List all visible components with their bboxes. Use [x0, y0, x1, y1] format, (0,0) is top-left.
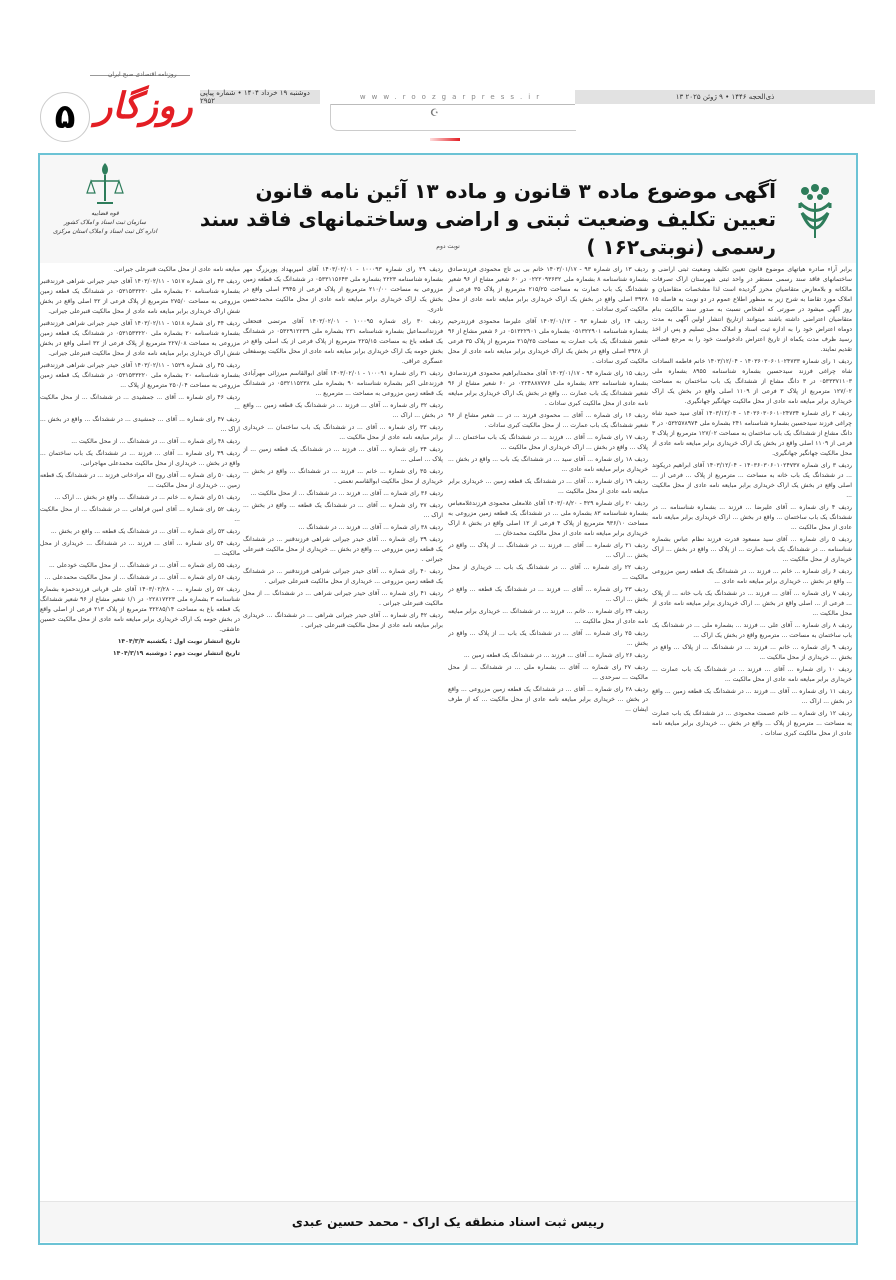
notice-entry: ردیف ۲۴ رای شماره ... خانم ... فرزند ... در ششدانگ ... خریداری برابر مبایعه نامه عادی از محل مالکیت ...: [448, 608, 648, 625]
notice-entry: ردیف ۴۲ رای شماره ... آقای حیدر جیرانی شراهی ... در ششدانگ ... خریداری برابر مبایعه نامه عادی از محل مالکیت قنبرعلی جیرانی .: [243, 612, 443, 629]
newspaper-logo: روزگار: [95, 86, 193, 127]
notice-entry: ردیف ۱ رای شماره ۱۴۰۳۶۰۳۰۶۰۱۰۲۴۷۳۳ - ۱۴۰۳/۱۲/۰۴ خانم فاطمه السادات شاه چراغی فرزند سیدحسین بشماره شناسنامه ۸۹۵۵ بشماره ملی ۰۵۳۳۳۷۱۱۰۳ در ۳ دانگ مشاع از ششدانگ یک باب ساختمان به مساحت ۱۲۷/۰۲ مترمربع از پلاک ۳ فرعی از ۱۱۰۹ اصلی واقع در بخش یک اراک خریداری برابر مبایعه نامه عادی از محل مالکیت جهانگیر جهانگیری.: [652, 358, 852, 405]
organization-label: سازمان ثبت اسناد و املاک کشور: [63, 219, 147, 226]
notice-entry: ردیف ۵ رای شماره ... آقای سید مسعود قدرت فرزند نظام عباس بشماره شناسنامه ... در ششدانگ یک باب عمارت ... از پلاک ... واقع در بخش ... اراک خریداری از محل مالکیت ...: [652, 536, 852, 563]
notice-entry: ردیف ۴۱ رای شماره ... آقای حیدر جیرانی شراهی ... در ششدانگ ... از محل مالکیت قنبرعلی جیرانی .: [243, 590, 443, 607]
website-url: www.roozgarpress.ir: [330, 90, 575, 105]
notice-entry: ردیف ۱۶ رای شماره ... آقای ... محمودی فرزند ... در ... شعیر مشاع از ۹۶ شعیر ششدانگ یک باب عمارت ... از محل مالکیت کبری سادات .: [448, 412, 648, 429]
notice-entry: ردیف ۴۹ رای شماره ... آقای ... فرزند ... در ششدانگ یک باب ساختمان ... واقع در بخش ... خریداری از محل مالکیت محمدعلی مهاجرانی.: [40, 450, 240, 467]
notice-entry: ردیف ۴۴ رای شماره ۱۵۱۸ - ۱۴۰۳/۰۲/۱۱ آقای حیدر جیرانی شراهی فرزندقنبر بشماره شناسنامه ۲۰ بشماره ملی ۰۵۳۱۵۳۳۲۲۰ در ششدانگ یک قطعه زمین مزروعی به مساحت ۲۲۷/۰۸ مترمربع از پلاک فرعی از ۳۲ اصلی واقع در بخش شش اراک خریداری برابر مبایعه نامه عادی از محل مالکیت قنبرعلی جیرانی.: [40, 320, 240, 357]
notice-entry: ردیف ۱۰ رای شماره ... آقای ... فرزند ... در ششدانگ یک باب عمارت ... خریداری برابر مبایعه نامه عادی از محل مالکیت ...: [652, 666, 852, 683]
notice-entry: ردیف ۱۱ رای شماره ... آقای ... فرزند ... در ششدانگ یک قطعه زمین ... واقع در بخش ... اراک ...: [652, 688, 852, 705]
notice-entry: ردیف ۱۵ رای شماره ۹۴ - ۱۴۰۳/۰۱/۱۷ آقای محمدابراهیم محمودی فرزندصادق بشماره شناسنامه ۸۳۲ بشماره ملی ۰۲۲۴۸۸۷۷۷۶ در ۶۰ شعیر مشاع از ۹۶ شعیر ششدانگ یک باب عمارت ... واقع در بخش یک اراک خریداری برابر مبایعه نامه عادی از محل مالکیت کبری سادات .: [448, 370, 648, 407]
scales-of-justice-icon: [85, 159, 125, 209]
notice-entry: ردیف ۳۶ رای شماره ... آقای ... فرزند ... در ششدانگ ... از محل مالکیت ...: [250, 490, 443, 497]
notice-entry: ردیف ۵۰ رای شماره ... آقای روح اله مرادخانی فرزند ... در ششدانگ یک قطعه زمین ... خریداری از محل مالکیت ...: [40, 472, 240, 489]
notice-entry: ردیف ۴ رای شماره ... آقای علیرضا ... فرزند ... بشماره شناسنامه ... در ششدانگ یک باب ساختمان ... واقع در بخش ... اراک خریداری برابر مبایعه نامه عادی از محل مالکیت ...: [652, 504, 852, 531]
department-label: اداره کل ثبت اسناد و املاک استان مرکزی: [52, 228, 158, 235]
notice-entry: ردیف ۳۳ رای شماره ... آقای ... در ششدانگ یک باب ساختمان ... خریداری برابر مبایعه نامه عادی از محل مالکیت ...: [243, 424, 443, 441]
notice-entry: ردیف ۴۸ رای شماره ... آقای ... در ششدانگ ... از محل مالکیت ...: [71, 438, 240, 445]
notice-entry: ردیف ۴۰ رای شماره ... آقای حیدر جیرانی شراهی فرزندقنبر ... در ششدانگ یک قطعه زمین مزروعی ... خریداری از محل مالکیت قنبرعلی جیرانی .: [243, 568, 443, 585]
notice-entry: ردیف ۲۷ رای شماره ... آقای ... بشماره ملی ... در ششدانگ ... از محل مالکیت ... سرحدی ...: [448, 664, 648, 681]
notice-entry: ردیف ۱۴ رای شماره ۹۳ - ۱۴۰۳/۰۱/۱۲ آقای علیرضا محمودی فرزندرحیم بشماره شناسنامه ۰۵۱۳۲۲۹۰۱ بشماره ملی ۰۵۱۳۲۲۹۰۱ در ۶ شعیر مشاع از ۹۶ شعیر ششدانگ یک باب عمارت به مساحت ۲۱۵/۲۵ مترمربع از پلاک ۳۵ فرعی از ۳۹۲۸ اصلی واقع در بخش یک اراک خریداری برابر مبایعه نامه عادی از محل مالکیت کبری سادات .: [448, 318, 648, 365]
notice-entry: ردیف ۱۸ رای شماره ... آقای سید ... در ششدانگ یک باب ... واقع در بخش ... خریداری برابر مبایعه نامه عادی ...: [448, 456, 648, 473]
notice-entry: ردیف ۳۷ رای شماره ... آقای ... در ششدانگ یک قطعه ... واقع در بخش ... اراک ...: [243, 502, 443, 519]
emblem-icon: ☪: [430, 108, 439, 119]
notice-entry: ردیف ۵۳ رای شماره ... آقای ... در ششدانگ یک قطعه ... واقع در بخش ...: [50, 528, 240, 535]
notice-entry: ردیف ۵۷ رای شماره ... - ۱۴۰۳/۰۲/۲۸ آقای علی قربانی فرزندحمزه بشماره شناسنامه ۳ بشماره ملی ۰۲۲۸۱۷۲۲۳ در ۱/۱ شعیر مشاع از ۹۶ شعیر ششدانگ یک قطعه باغ به مساحت ۳۲۲۸۵/۱۴ مترمربع از پلاک ۲۱۳ فرعی از اصلی واقع در بخش حومه یک اراک خریداری برابر مبایعه نامه عادی از محل مالکیت حسین عاشقی.: [40, 586, 240, 633]
notice-entry: ردیف ۱۷ رای شماره ... آقای ... فرزند ... در ششدانگ یک باب ساختمان ... از پلاک ... واقع در بخش ... اراک خریداری از محل مالکیت ...: [448, 434, 648, 451]
column-1: [652, 265, 852, 1185]
notice-entry: ردیف ۴۵ رای شماره ۱۵۲۹ - ۱۴۰۳/۰۲/۱۱ آقای حیدر جیرانی شراهی فرزندقنبر بشماره شناسنامه ۲۰ بشماره ملی ۰۵۳۱۵۳۳۲۲۰ در ششدانگ یک قطعه زمین مزروعی به مساحت ۲۵۰/۰۴ مترمربع از پلاک ...: [40, 362, 240, 389]
notice-entry: ردیف ۹ رای شماره ... خانم ... فرزند ... در ششدانگ ... از پلاک ... واقع در بخش ... خریداری از محل مالکیت ...: [652, 644, 852, 661]
legal-notice-box: [38, 153, 858, 1245]
notice-entry: ردیف ۷ رای شماره ... آقای ... فرزند ... در ششدانگ یک باب خانه ... از پلاک ... فرعی از ... اصلی واقع در بخش ... اراک خریداری برابر مبایعه نامه عادی از محل مالکیت ...: [652, 590, 852, 617]
notice-entry: ردیف ۱۳ رای شماره ۹۳ - ۱۴۰۳/۰۱/۱۷ خانم بی بی تاج محمودی فرزندصادق بشماره شناسنامه ۸ بشماره ملی ۰۲۲۲۰۹۳۶۳۲ در ۶۰ شعیر مشاع از ۹۶ شعیر ششدانگ یک باب عمارت به مساحت ۲۱۵/۲۵ مترمربع از پلاک ۳۵ فرعی از ۳۹۲۸ اصلی واقع در بخش یک اراک خریداری برابر مبایعه نامه عادی از محل مالکیت کبری سادات .: [448, 266, 648, 313]
signature: رییس ثبت اسناد منطقه یک اراک - محمد حسین عبدی: [40, 1201, 856, 1242]
decorative-bar: [430, 138, 460, 141]
notice-entry: ردیف ۴۶ رای شماره ... آقای ... جمشیدی ... در ششدانگ ... از محل مالکیت ...: [40, 394, 240, 411]
notice-columns: [40, 265, 856, 1185]
notice-entry: ردیف ۳۴ رای شماره ... آقای ... فرزند ... در ششدانگ یک قطعه زمین ... از پلاک ... اصلی ...: [243, 446, 443, 463]
notice-entry: ردیف ۲۶ رای شماره ... آقای ... فرزند ... در ششدانگ یک قطعه زمین ...: [463, 652, 648, 659]
notice-entry: ردیف ۳۱ رای شماره ۱۰۰۰۹۱ - ۱۴۰۳/۰۲/۰۱ آقای ابوالقاسم میرزائی مهرآبادی فرزندعلی اکبر بشماره شناسنامه ۹۰ بشماره ملی ۰۵۳۲۱۱۵۲۳۸ در ششدانگ یک قطعه زمین مزروعی به مساحت ... مترمربع ...: [243, 370, 443, 397]
notice-entry: ردیف ۳۸ رای شماره ... آقای ... فرزند ... در ششدانگ ...: [298, 524, 443, 531]
notice-round: نوبت دوم: [436, 243, 460, 250]
notice-entry: ردیف ۲۰ رای شماره ۴۲۹ - ۱۴۰۳/۰۸/۲۰ آقای غلامعلی محمودی فرزندغلامعباس بشماره شناسنامه ۸۳ بشماره ملی ... در ششدانگ یک قطعه زمین مزروعی به مساحت ۹۳۶/۱۰ مترمربع از پلاک ۴ فرعی از ۱۲ اصلی واقع در بخش ۸ اراک خریداری برابر مبایعه نامه عادی از محل مالکیت محمدخان ...: [448, 500, 648, 537]
notice-entry: ردیف ۲۹ رای شماره ۱۰۰۰۹۳ - ۱۴۰۳/۰۲/۰۱ آقای امیربهداد پوربزرگ مهر بشماره شناسنامه ۲۲۲۳ بشماره ملی ۰۵۳۳۱۱۵۶۴۳ در ششدانگ یک قطعه زمین مزروعی به مساحت ۲۱۰/۰۰ مترمربع از پلاک فرعی از ۳۹۴۵ اصلی واقع در بخش یک اراک خریداری برابر مبایعه نامه عادی از محل مالکیت محمدحسین نادری.: [243, 266, 443, 313]
notice-entry: ردیف ۲۱ رای شماره ... آقای ... فرزند ... در ششدانگ ... از پلاک ... واقع در بخش ... اراک ...: [448, 542, 648, 559]
notice-entry: ردیف ۱۲ رای شماره ... خانم عصمت محمودی ... در ششدانگ یک باب عمارت به مساحت ... مترمربع از پلاک ... واقع در بخش ... خریداری برابر مبایعه نامه عادی از محل مالکیت کبری سادات .: [652, 710, 852, 737]
notice-title: آگهی موضوع ماده ۳ قانون و ماده ۱۳ آئین نامه قانون تعیین تکلیف وضعیت ثبتی و اراضی وساختمانهای فاقد سند رسمی (نوبتی۱۶۲ ): [199, 179, 776, 259]
url-box-frame: [330, 104, 576, 131]
judiciary-label: قوه قضاییه: [91, 210, 119, 217]
notice-entry: ردیف ۴۳ رای شماره ۱۵۱۷ - ۱۴۰۳/۰۲/۱۱ آقای حیدر جیرانی شراهی فرزندقنبر بشماره شناسنامه ۲۰ بشماره ملی ۰۵۳۱۵۳۳۲۲۰ در ششدانگ یک قطعه زمین مزروعی به مساحت ۲۷۵/۰ مترمربع از پلاک فرعی از ۳۲ اصلی واقع در بخش شش اراک خریداری برابر مبایعه نامه عادی از محل مالکیت قنبرعلی جیرانی.: [40, 278, 240, 315]
notice-entry: ردیف ۳۰ رای شماره ۱۰۰۰۹۵ - ۱۴۰۳/۰۲/۰۱ آقای مرتضی فتحعلی فرزنداسماعیل بشماره شناسنامه ۲۳۱ بشماره ملی ۰۵۳۲۹۱۲۲۳۹ در ششدانگ یک قطعه باغ به مساحت ۲۲۵/۱۵ مترمربع از پلاک فرعی از یک اصلی واقع در بخش حومه یک اراک خریداری برابر مبایعه نامه عادی از محل مالکیت یوسفعلی عسگری عراقی.: [243, 318, 443, 365]
notice-entry: مبایعه نامه عادی از محل مالکیت قنبرعلی جیرانی.: [113, 266, 240, 273]
notice-entry: ردیف ۲۲ رای شماره ... آقای ... در ششدانگ یک باب ... خریداری از محل مالکیت ...: [448, 564, 648, 581]
notice-entry: ردیف ۲۸ رای شماره ... آقای ... در ششدانگ یک قطعه زمین مزروعی ... واقع در بخش ... خریداری برابر مبایعه نامه عادی از محل مالکیت ... که از طرف ایشان ...: [448, 686, 648, 713]
tagline: روزنامه اقتصادی صبح ایران: [108, 71, 177, 78]
hijri-gregorian-date: ۱۳ ذی‌الحجه ۱۴۴۶ • ۹ ژوئن ۲۰۲۵: [575, 90, 875, 104]
column-4: [40, 265, 240, 1185]
publication-first-date: تاریخ انتشار نوبت اول : یکشنبه ۱۴۰۴/۳/۴: [117, 638, 240, 645]
notice-entry: ردیف ۳۲ رای شماره ... آقای ... فرزند ... در ششدانگ یک قطعه زمین ... واقع در بخش ... اراک ...: [243, 402, 443, 419]
publication-second-date: تاریخ انتشار نوبت دوم : دوشنبه ۱۴۰۴/۳/۱۹: [112, 650, 240, 657]
column-3: [243, 265, 443, 1185]
notice-entry: ردیف ۳۵ رای شماره ... خانم ... فرزند ... در ششدانگ ... واقع در بخش ... خریداری از محل مالکیت ابوالقاسم نعمتی .: [243, 468, 443, 485]
notice-entry: ردیف ۲۵ رای شماره ... آقای ... در ششدانگ یک باب ... از پلاک ... واقع در بخش ...: [448, 630, 648, 647]
notice-entry: ردیف ۵۲ رای شماره ... آقای امین فراهانی ... در ششدانگ ... از محل مالکیت ...: [40, 506, 240, 523]
notice-entry: برابر آراء صادره هیاتهای موضوع قانون تعیین تکلیف وضعیت ثبتی اراضی و ساختمانهای فاقد سند رسمی مستقر در واحد ثبتی شهرستان اراک تصرفات مالکانه و بلامعارض متقاضیان محرز گردیده است لذا مشخصات متقاضیان و املاک مورد تقاضا به شرح زیر به منظور اطلاع عموم در دو نوبت به فاصله ۱۵ روز آگهی میشود در صورتی که اشخاص نسبت به صدور سند مالکیت بنام متقاضیان اعتراضی داشته باشند میتوانند ازتاریخ انتشار اولین آگهی به مدت دوماه اعتراض خود را به اداره ثبت اسناد و املاک محل تسلیم و پس از اخذ رسید ظرف مدت یکماه از تاریخ اعتراض دادخواست خود را به مرجع قضائی تقدیم نمایند.: [652, 266, 852, 353]
notice-entry: ردیف ۸ رای شماره ... آقای علی ... فرزند ... بشماره ملی ... در ششدانگ یک باب ساختمان به مساحت ... مترمربع واقع در بخش یک اراک ...: [652, 622, 852, 639]
page-number: ۵: [40, 92, 90, 142]
issue-date: دوشنبه ۱۹ خرداد ۱۴۰۴ • شماره پیاپی ۲۹۵۲: [200, 90, 320, 104]
notice-entry: ردیف ۲ رای شماره ۱۴۰۳۶۰۳۰۶۰۱۰۲۴۷۳۴ - ۱۴۰۳/۱۲/۰۴ آقای سید حمید شاه چراغی فرزند سیدحسین بشماره شناسنامه ۲۴۱ بشماره ملی ۰۵۳۲۵۷۸۹۷۴ در ۳ دانگ مشاع از ششدانگ یک باب ساختمان به مساحت ۱۲۷/۰۲ مترمربع از پلاک ۳ فرعی از ۱۱۰۹ اصلی واقع در بخش یک اراک خریداری برابر مبایعه نامه عادی از محل مالکیت جهانگیر جهانگیری.: [652, 410, 852, 457]
notice-entry: ردیف ۵۴ رای شماره ... آقای ... فرزند ... در ششدانگ ... خریداری از محل مالکیت ...: [40, 540, 240, 557]
registration-organization-icon: [790, 183, 840, 243]
notice-entry: ردیف ۲۳ رای شماره ... آقای ... فرزند ... در ششدانگ یک قطعه ... واقع در بخش ... اراک ...: [448, 586, 648, 603]
notice-header: [40, 155, 856, 263]
notice-entry: ردیف ۳ رای شماره ۱۴۰۳۶۰۳۰۶۰۱۰۲۴۷۳۷ - ۱۴۰۳/۱۲/۰۴ آقای ابراهیم دریکوند ... در ششدانگ یک باب خانه به مساحت ... مترمربع از پلاک ... فرعی از ... اصلی واقع در بخش یک اراک خریداری برابر مبایعه نامه عادی از محل مالکیت ...: [652, 462, 852, 499]
column-2: [448, 265, 648, 1185]
notice-entry: ردیف ۵۱ رای شماره ... خانم ... در ششدانگ ... واقع در بخش ... اراک ...: [54, 494, 240, 501]
notice-entry: ردیف ۳۹ رای شماره ... آقای حیدر جیرانی شراهی فرزندقنبر ... در ششدانگ یک قطعه زمین مزروعی ... واقع در بخش ... خریداری از محل مالکیت قنبرعلی جیرانی .: [243, 536, 443, 563]
notice-entry: ردیف ۱۹ رای شماره ... آقای ... در ششدانگ یک قطعه زمین ... خریداری برابر مبایعه نامه عادی از محل مالکیت ...: [448, 478, 648, 495]
notice-entry: ردیف ۵۵ رای شماره ... آقای ... در ششدانگ ... از محل مالکیت خودعلی ...: [48, 562, 240, 569]
notice-entry: ردیف ۴۷ رای شماره ... آقای ... جمشیدی ... در ششدانگ ... واقع در بخش ... اراک ...: [40, 416, 240, 433]
notice-entry: ردیف ۵۶ رای شماره ... آقای ... در ششدانگ ... از محل مالکیت محمدعلی ...: [44, 574, 240, 581]
notice-entry: ردیف ۶ رای شماره ... خانم ... فرزند ... در ششدانگ یک قطعه زمین مزروعی ... واقع در بخش ... خریداری برابر مبایعه نامه عادی ...: [652, 568, 852, 585]
